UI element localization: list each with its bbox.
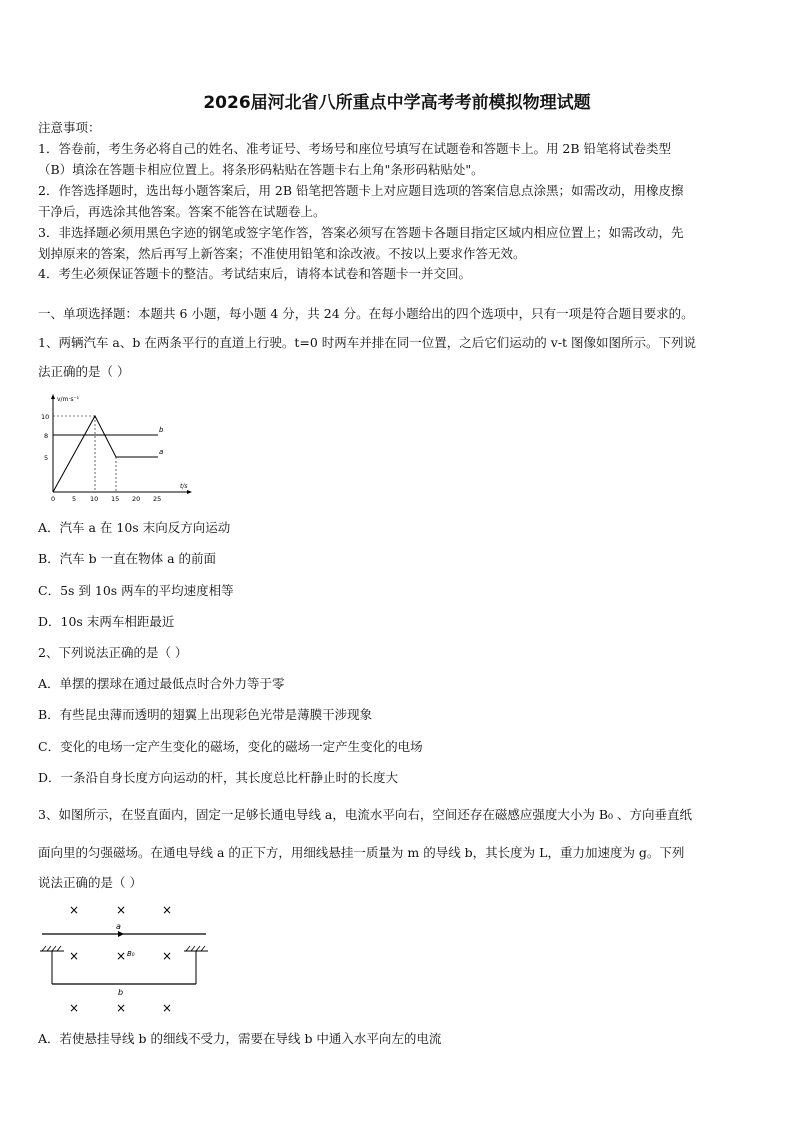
series-b-label: b <box>159 426 164 434</box>
field-label: B₀ <box>127 950 135 958</box>
y-axis-arrow <box>51 394 55 399</box>
q1-option: C．5s 到 10s 两车的平均速度相等 <box>38 583 234 598</box>
cross: × <box>116 949 127 963</box>
series-a-line <box>53 416 158 492</box>
q2-option: A．单摆的摆球在通过最低点时合外力等于零 <box>38 676 285 691</box>
xtick: 20 <box>132 495 141 503</box>
notice-item: 干净后，再选涂其他答案。答案不能答在试题卷上。 <box>38 204 326 219</box>
xtick: 0 <box>51 495 56 503</box>
q2-option: D．一条沿自身长度方向运动的杆，其长度总比杆静止时的长度大 <box>38 770 399 785</box>
q3-option: A．若使悬挂导线 b 的细线不受力，需要在导线 b 中通入水平向左的电流 <box>38 1031 442 1046</box>
notice-item: 3．非选择题必须用黑色字迹的钢笔或签字笔作答，答案必须写在答题卡各题目指定区域内相应位置上；如需改动，先 <box>38 225 684 240</box>
q2-option: C．变化的电场一定产生变化的磁场，变化的磁场一定产生变化的电场 <box>38 739 423 754</box>
q3-stem: 面向里的匀强磁场。在通电导线 a 的正下方，用细线悬挂一质量为 m 的导线 b，其长度为 L，重力加速度为 g。下列 <box>38 845 685 860</box>
x-axis-arrow <box>187 490 192 494</box>
q1-option: A．汽车 a 在 10s 末向反方向运动 <box>38 520 231 535</box>
xtick: 25 <box>153 495 162 503</box>
vt-graph <box>38 392 198 507</box>
wire-b-label: b <box>118 988 124 997</box>
wire-a-label: a <box>116 922 121 931</box>
current-arrow <box>118 931 124 937</box>
cross: × <box>116 903 127 917</box>
ytick: 5 <box>44 454 49 462</box>
q2-stem: 2、下列说法正确的是（ ） <box>38 645 188 660</box>
notice-item: （B）填涂在答题卡相应位置上。将条形码粘贴在答题卡右上角"条形码粘贴处"。 <box>38 162 484 177</box>
cross: × <box>116 1001 127 1015</box>
section-heading: 一、单项选择题：本题共 6 小题，每小题 4 分，共 24 分。在每小题给出的四个选项中，只有一项是符合题目要求的。 <box>38 306 694 321</box>
graph-ylabel: v/m·s⁻¹ <box>57 396 80 403</box>
notice-item: 划掉原来的答案，然后再写上新答案；不准使用铅笔和涂改液。不按以上要求作答无效。 <box>38 246 526 261</box>
cross: × <box>162 949 173 963</box>
q2-option: B．有些昆虫薄而透明的翅翼上出现彩色光带是薄膜干涉现象 <box>38 707 373 722</box>
page-title: 2026届河北省八所重点中学高考考前模拟物理试题 <box>203 93 591 113</box>
notice-item: 2．作答选择题时，选出每小题答案后，用 2B 铅笔把答题卡上对应题目选项的答案信息点涂黑；如需改动，用橡皮擦 <box>38 183 684 198</box>
q3-stem: 说法正确的是（ ） <box>38 875 142 890</box>
xtick: 5 <box>72 495 77 503</box>
graph-xlabel: t/s <box>180 483 188 490</box>
cross: × <box>162 1001 173 1015</box>
cross: × <box>69 903 80 917</box>
notice-item: 4．考生必须保证答题卡的整洁。考试结束后，请将本试卷和答题卡一并交回。 <box>38 266 471 281</box>
q1-stem: 1、两辆汽车 a、b 在两条平行的直道上行驶。t=0 时两车并排在同一位置，之后它们运动的 v-t 图像如图所示。下列说 <box>38 335 697 350</box>
xtick: 10 <box>90 495 99 503</box>
notice-heading: 注意事项： <box>38 120 101 135</box>
q3-stem: 3、如图所示，在竖直面内，固定一足够长通电导线 a，电流水平向右，空间还存在磁感应强度大小为 B₀ 、方向垂直纸 <box>38 807 693 822</box>
q3-figure <box>38 898 213 1020</box>
q1-stem: 法正确的是（ ） <box>38 364 130 379</box>
ytick: 10 <box>41 413 50 421</box>
xtick: 15 <box>111 495 120 503</box>
cross: × <box>162 903 173 917</box>
q1-option: D．10s 末两车相距最近 <box>38 614 175 629</box>
cross: × <box>69 1001 80 1015</box>
notice-item: 1．答卷前，考生务必将自己的姓名、准考证号、考场号和座位号填写在试题卷和答题卡上。用 2B 铅笔将试卷类型 <box>38 141 672 156</box>
series-a-label: a <box>159 448 164 456</box>
ytick: 8 <box>44 432 49 440</box>
cross: × <box>69 949 80 963</box>
q1-option: B．汽车 b 一直在物体 a 的前面 <box>38 551 217 566</box>
